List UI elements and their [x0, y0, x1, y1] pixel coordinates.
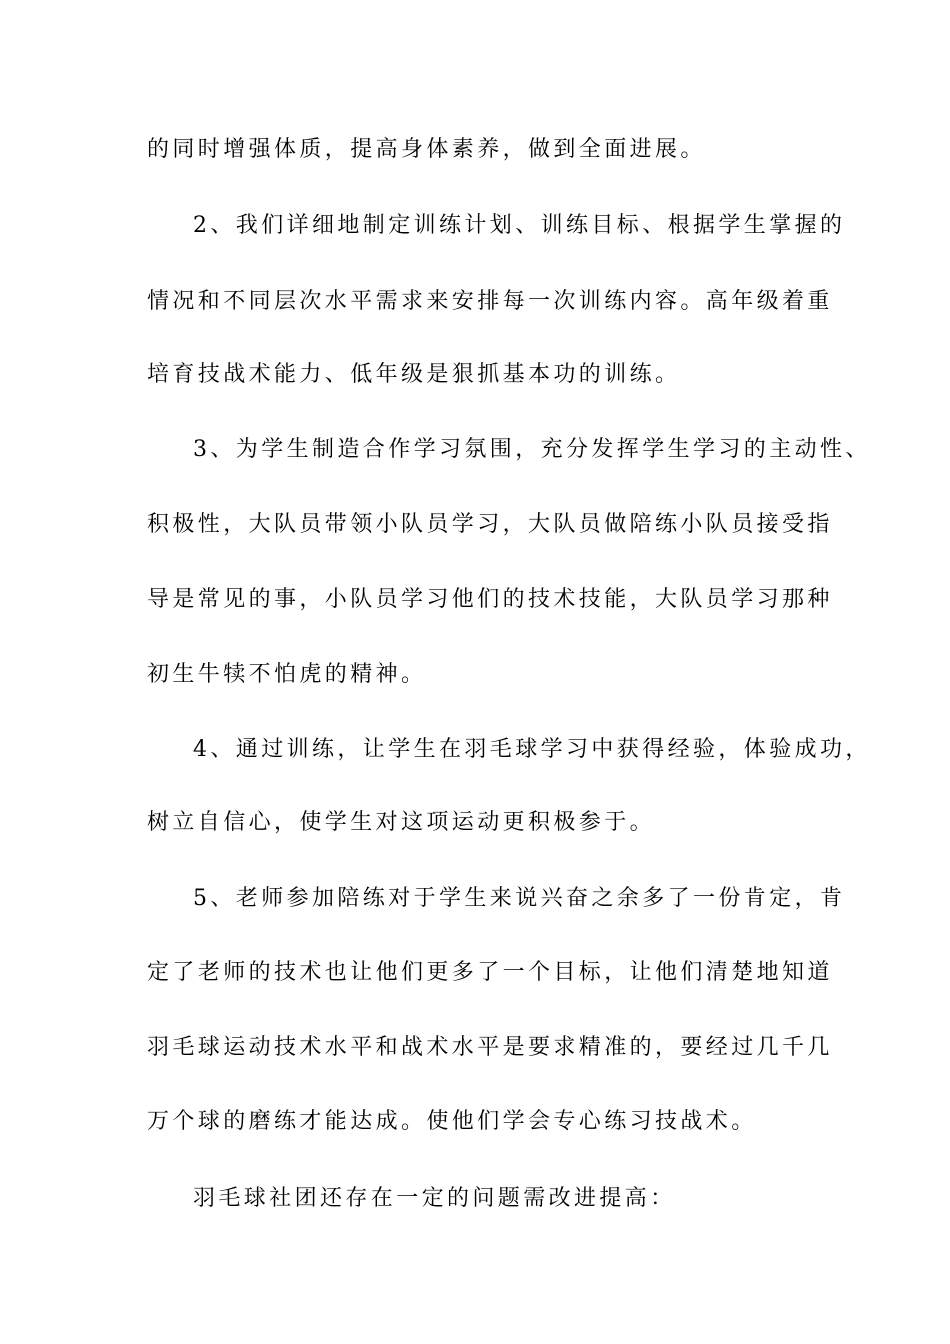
paragraph-line: 积极性，大队员带领小队员学习，大队员做陪练小队员接受指	[147, 512, 833, 537]
paragraph-line: 2、我们详细地制定训练计划、训练目标、根据学生掌握的	[193, 213, 846, 238]
paragraph-line: 4、通过训练，让学生在羽毛球学习中获得经验，体验成功，	[193, 737, 871, 762]
paragraph-line: 3、为学生制造合作学习氛围，充分发挥学生学习的主动性、	[193, 437, 871, 462]
paragraph-line: 羽毛球社团还存在一定的问题需改进提高：	[193, 1186, 676, 1211]
paragraph-line: 导是常见的事，小队员学习他们的技术技能，大队员学习那种	[147, 587, 833, 612]
paragraph-line: 万个球的磨练才能达成。使他们学会专心练习技战术。	[147, 1109, 757, 1134]
paragraph-line: 初生牛犊不怕虎的精神。	[147, 662, 427, 687]
paragraph-line: 培育技战术能力、低年级是狠抓基本功的训练。	[147, 362, 681, 387]
paragraph-line: 树立自信心，使学生对这项运动更积极参于。	[147, 810, 656, 835]
paragraph-line: 的同时增强体质，提高身体素养，做到全面进展。	[147, 137, 706, 162]
paragraph-line: 羽毛球运动技术水平和战术水平是要求精准的，要经过几千几	[147, 1035, 833, 1060]
paragraph-line: 定了老师的技术也让他们更多了一个目标，让他们清楚地知道	[147, 960, 833, 985]
paragraph-line: 5、老师参加陪练对于学生来说兴奋之余多了一份肯定，肯	[193, 886, 846, 911]
paragraph-line: 情况和不同层次水平需求来安排每一次训练内容。高年级着重	[147, 289, 833, 314]
